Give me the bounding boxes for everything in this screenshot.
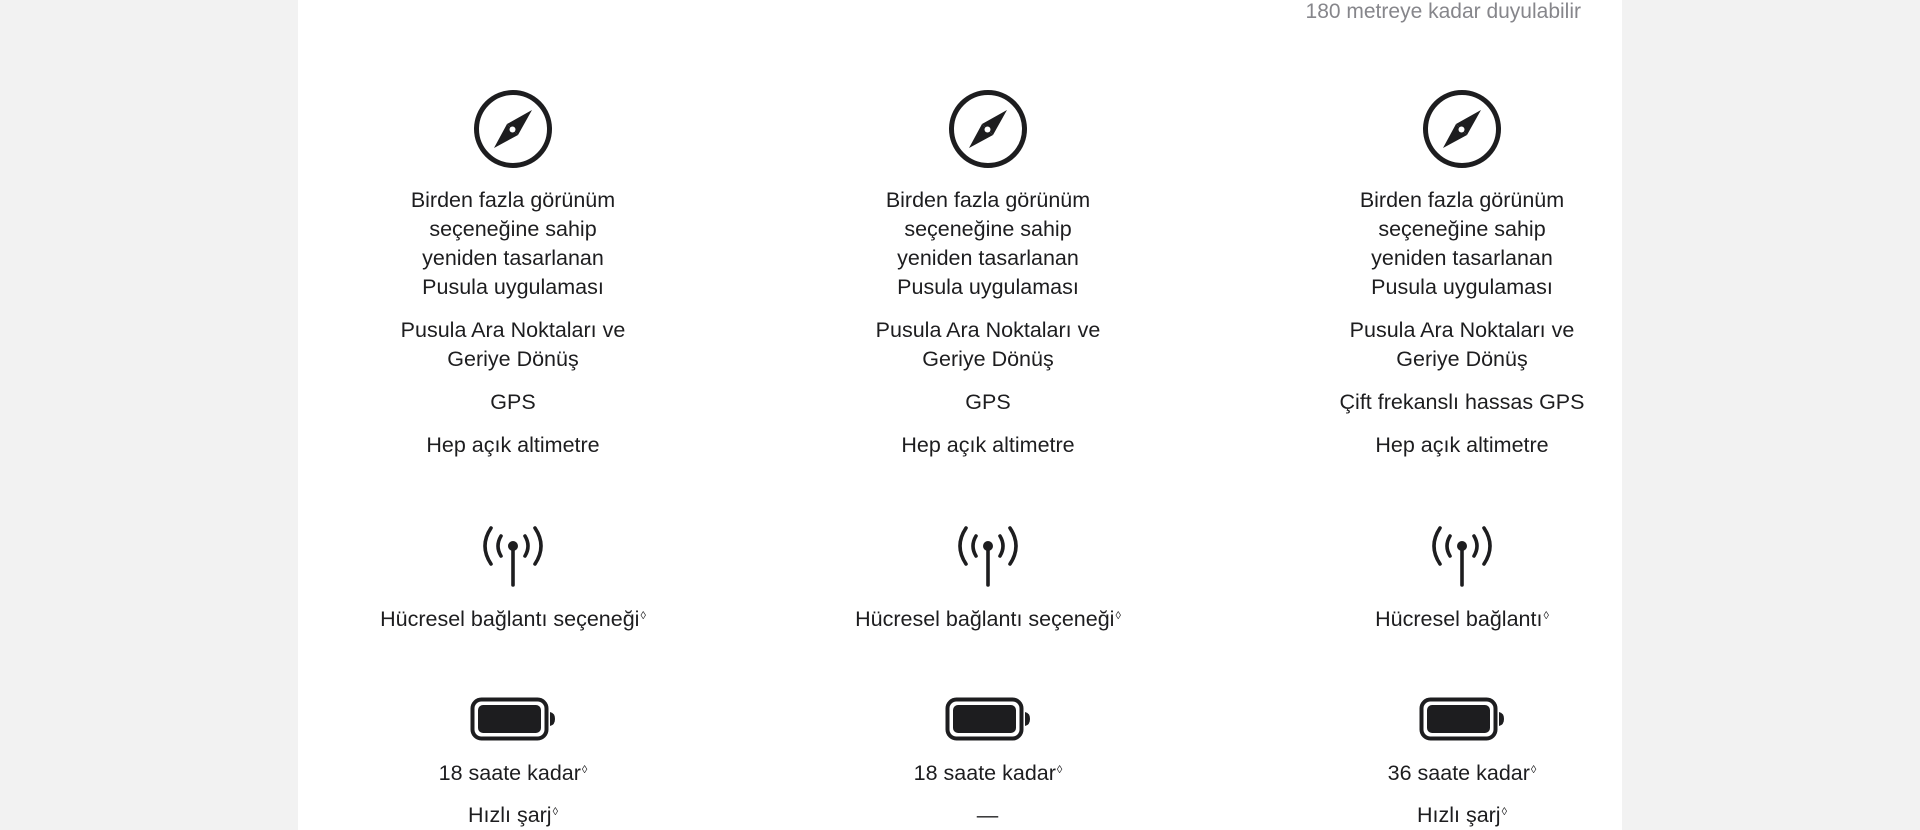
cellular-feature: Hücresel bağlantı seçeneği◊ [380,607,646,631]
cellular-antenna-icon [1426,522,1498,588]
footnote-mark: ◊ [1543,610,1549,622]
compass-app-feature: Birden fazla görünüm seçeneğine sahip yeniden tasarlanan Pusula uygulaması [1359,188,1565,299]
footnote-mark: ◊ [1056,764,1063,776]
footnote-mark: ◊ [552,806,559,818]
footnote-mark: ◊ [1530,764,1537,776]
footnote-mark: ◊ [1115,610,1121,622]
footnote-mark: ◊ [581,764,588,776]
cellular-feature: Hücresel bağlantı◊ [1375,607,1549,631]
compass-icon [473,89,553,169]
gps-feature: GPS [965,390,1011,414]
compass-app-feature: Birden fazla görünüm seçeneğine sahip yeniden tasarlanan Pusula uygulaması [885,188,1091,299]
model-column-2 [778,0,1198,830]
compass-icon [948,89,1028,169]
altimeter-feature: Hep açık altimetre [901,433,1075,457]
gps-feature: GPS [490,390,536,414]
compass-app-feature: Birden fazla görünüm seçeneğine sahip yeniden tasarlanan Pusula uygulaması [410,188,616,299]
cellular-antenna-icon [477,522,549,588]
battery-full-icon [1419,697,1505,741]
cellular-feature: Hücresel bağlantı seçeneği◊ [855,607,1121,631]
cellular-antenna-icon [952,522,1024,588]
fast-charge-feature: Hızlı şarj◊ [467,803,559,827]
model-column-3 [1252,0,1672,830]
altimeter-feature: Hep açık altimetre [426,433,600,457]
speaker-range-note: 180 metreye kadar duyulabilir [1305,0,1581,23]
compass-icon [1422,89,1502,169]
battery-life-feature: 36 saate kadar◊ [1387,761,1537,785]
footnote-mark: ◊ [640,610,646,622]
fast-charge-feature: — [976,803,999,827]
model-column-1 [303,0,723,830]
fast-charge-feature: Hızlı şarj◊ [1416,803,1508,827]
waypoints-feature: Pusula Ara Noktaları ve Geriye Dönüş [875,318,1101,371]
battery-full-icon [945,697,1031,741]
waypoints-feature: Pusula Ara Noktaları ve Geriye Dönüş [400,318,626,371]
waypoints-feature: Pusula Ara Noktaları ve Geriye Dönüş [1349,318,1575,371]
altimeter-feature: Hep açık altimetre [1375,433,1549,457]
footnote-mark: ◊ [1501,806,1508,818]
gps-feature: Çift frekanslı hassas GPS [1339,390,1585,414]
battery-life-feature: 18 saate kadar◊ [438,761,588,785]
battery-full-icon [470,697,556,741]
battery-life-feature: 18 saate kadar◊ [913,761,1063,785]
comparison-page [298,0,1622,830]
